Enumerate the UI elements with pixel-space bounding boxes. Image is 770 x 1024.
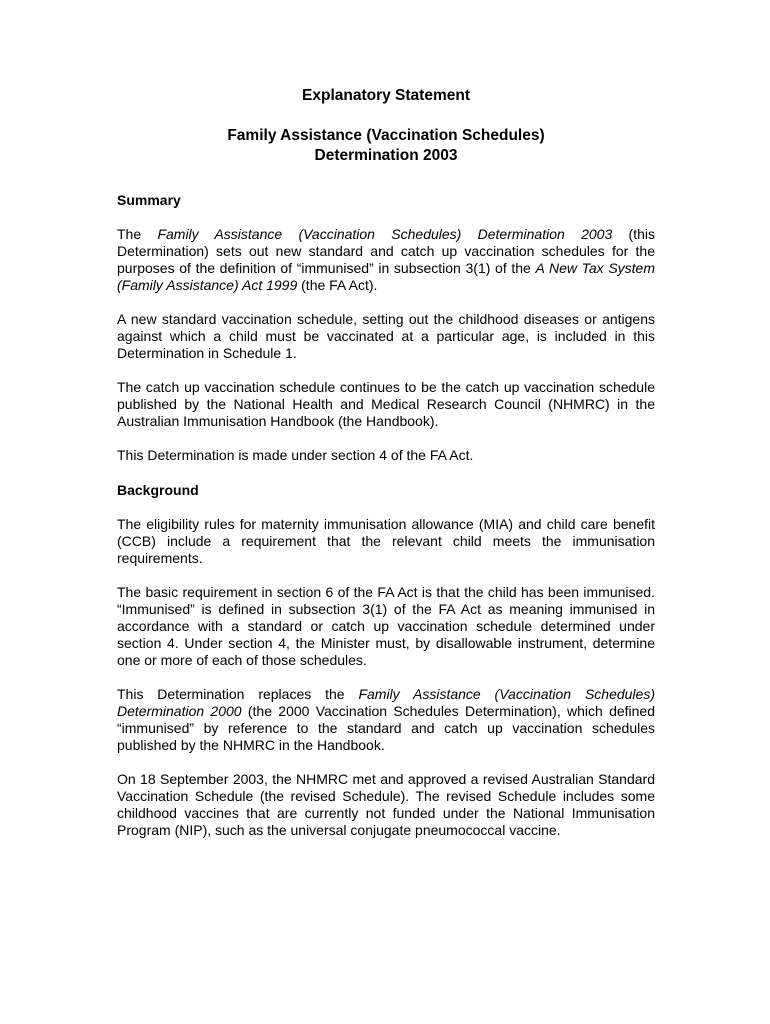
p1-text-a: The xyxy=(117,226,158,242)
document-subtitle-line2: Determination 2003 xyxy=(314,147,458,164)
document-page xyxy=(117,86,655,856)
p7-act-title: Family Assistance (Vaccination Schedules) Determination 2000 xyxy=(117,686,655,719)
p1-fa-act-title: A New Tax System (Family Assistance) Act 1999 xyxy=(117,260,655,293)
paragraph-8: On 18 September 2003, the NHMRC met and approved a revised Australian Standard Vaccination Schedule (the revised Schedule). The revised Schedule includes some childhood vaccines that are currently not funded under the National Immunisation Program (NIP), such as the universal conjugate pneumococcal vaccine. xyxy=(117,771,655,838)
document-title: Explanatory Statement xyxy=(302,87,470,104)
document-subtitle-line1: Family Assistance (Vaccination Schedules) xyxy=(227,127,545,144)
paragraph-4: This Determination is made under section 4 of the FA Act. xyxy=(117,447,474,463)
paragraph-3: The catch up vaccination schedule continues to be the catch up vaccination schedule published by the National Health and Medical Research Council (NHMRC) in the Australian Immunisation Handbook (the Handbook). xyxy=(117,379,655,429)
p7-text-c: (the 2000 Vaccination Schedules Determination), which defined “immunised” by reference to the standard and catch up vaccination schedules published by the NHMRC in the Handbook. xyxy=(117,703,655,753)
p1-text-e: (the FA Act). xyxy=(297,277,378,293)
background-heading: Background xyxy=(117,482,199,498)
paragraph-6: The basic requirement in section 6 of the FA Act is that the child has been immunised. “Immunised” is defined in subsection 3(1) of the FA Act as meaning immunised in accordance with a standard or catch up vaccination schedule determined under section 4. Under section 4, the Minister must, by disallowable instrument, determine one or more of each of those schedules. xyxy=(117,584,655,668)
p1-text-c: (this Determination) sets out new standard and catch up vaccination schedules for the purposes of the definition of “immunised” in subsection 3(1) of the xyxy=(117,226,655,276)
paragraph-5: The eligibility rules for maternity immunisation allowance (MIA) and child care benefit (CCB) include a requirement that the relevant child meets the immunisation requirements. xyxy=(117,516,655,566)
p7-text-a: This Determination replaces the xyxy=(117,686,359,702)
paragraph-7 xyxy=(117,686,655,754)
paragraph-2: A new standard vaccination schedule, setting out the childhood diseases or antigens against which a child must be vaccinated at a particular age, is included in this Determination in Schedule 1. xyxy=(117,311,655,361)
paragraph-1 xyxy=(117,226,655,294)
p1-act-title: Family Assistance (Vaccination Schedules) Determination 2003 xyxy=(157,226,613,242)
summary-heading: Summary xyxy=(117,192,181,208)
